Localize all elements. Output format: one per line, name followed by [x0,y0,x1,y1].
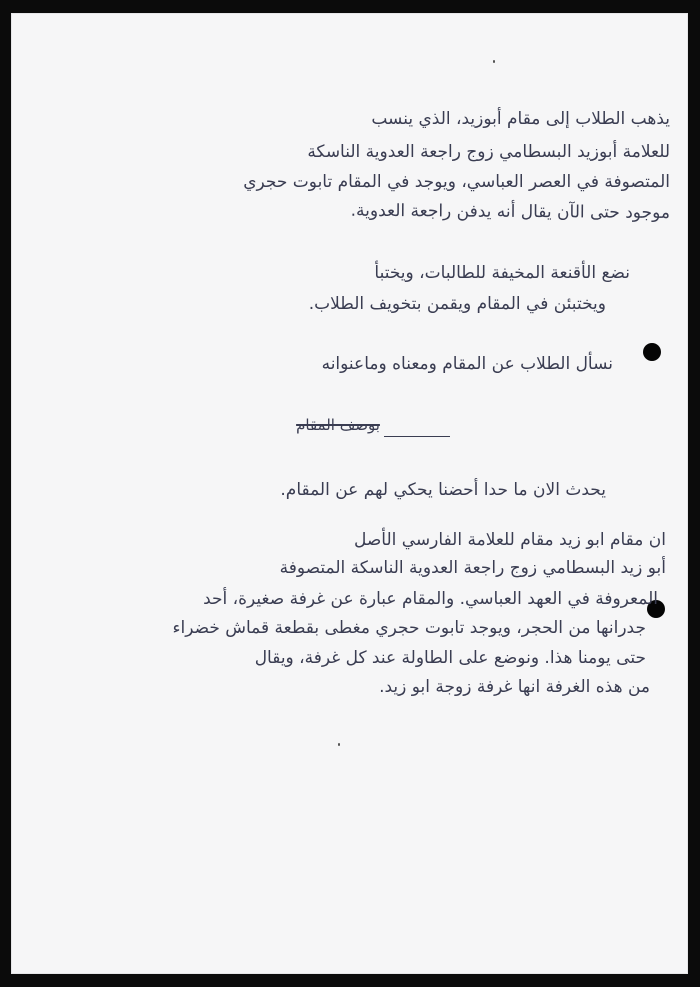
paragraph-5-line-1: ان مقام ابو زيد مقام للعلامة الفارسي الأصل [353,530,666,550]
paragraph-1-line-2: للعلامة أبوزيد البسطامي زوج راجعة العدوية الناسكة [307,142,670,162]
punch-hole-top [643,343,661,361]
paragraph-4: يحدث الان ما حدا أحضنا يحكي لهم عن المقام. [280,480,606,500]
ink-dot [493,60,495,63]
paragraph-5-line-3: المعروفة في العهد العباسي. والمقام عبارة عن غرفة صغيرة، أحد [203,589,658,609]
paragraph-1-line-3: المتصوفة في العصر العباسي، ويوجد في المقام تابوت حجري [243,172,670,192]
heading-underline [384,436,450,437]
paragraph-5-line-5: حتى يومنا هذا. ونوضع على الطاولة عند كل غرفة، ويقال [254,648,646,668]
ink-dot [338,743,340,746]
paragraph-3: نسأل الطلاب عن المقام ومعناه وماعنوانه [321,354,613,374]
paragraph-5-line-6: من هذه الغرفة انها غرفة زوجة ابو زيد. [379,677,650,697]
paragraph-5-line-2: أبو زيد البسطامي زوج راجعة العدوية الناسكة المتصوفة [279,558,666,578]
paragraph-2-line-1: نضع الأقنعة المخيفة للطالبات، ويختبأ [374,263,630,283]
paragraph-1-line-4: موجود حتى الآن يقال أنه يدفن راجعة العدوية. [350,200,671,223]
paragraph-2-line-2: ويختبئن في المقام ويقمن بتخويف الطلاب. [308,294,606,314]
paragraph-1-line-1: يذهب الطلاب إلى مقام أبوزيد، الذي ينسب [371,109,670,129]
crossed-out-heading: بوصف المقام [296,416,380,434]
handwritten-page [11,13,688,974]
paragraph-5-line-4: جدرانها من الحجر، ويوجد تابوت حجري مغطى بقطعة قماش خضراء [172,618,646,638]
